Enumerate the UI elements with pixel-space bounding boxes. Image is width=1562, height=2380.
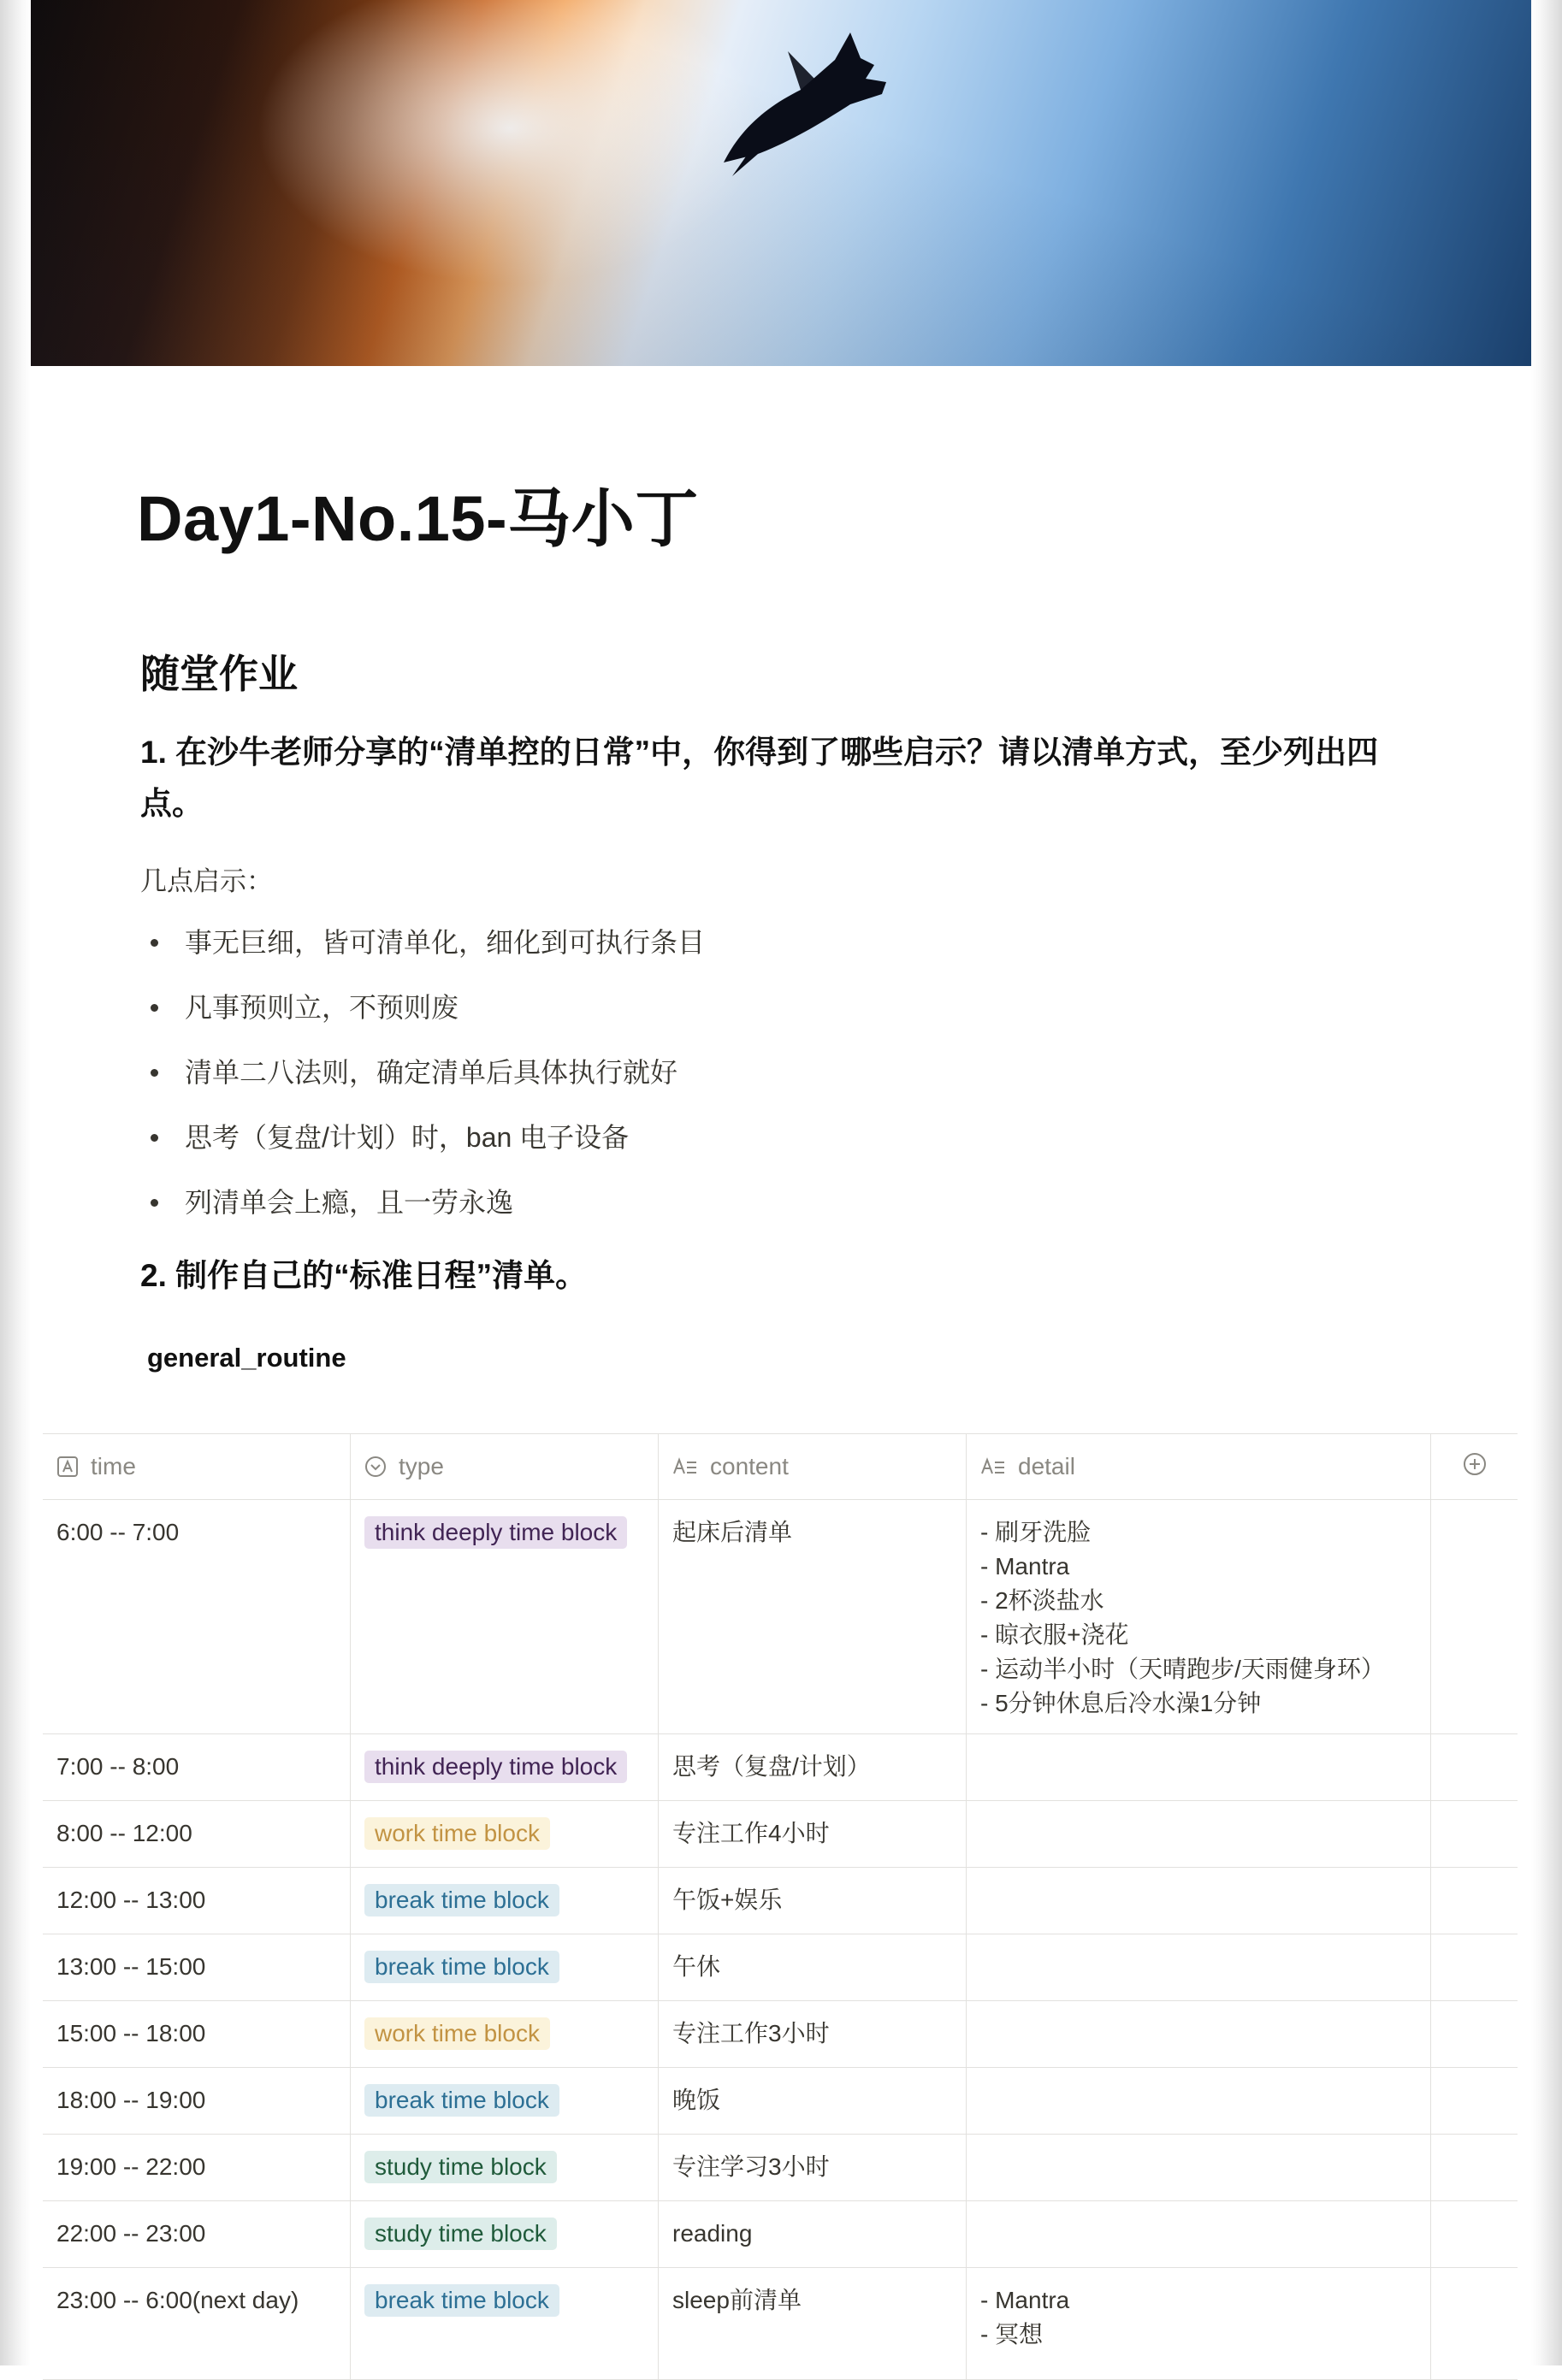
column-header-label: detail: [1018, 1453, 1075, 1479]
question-2-heading[interactable]: 2. 制作自己的“标准日程”清单。: [140, 1258, 588, 1293]
cell-content[interactable]: 晚饭: [659, 2068, 967, 2134]
type-tag: break time block: [364, 2284, 559, 2317]
page-cover-image[interactable]: [31, 0, 1531, 366]
column-header-time[interactable]: [43, 1434, 351, 1499]
cell-type[interactable]: [351, 1734, 659, 1800]
database-title[interactable]: general_routine: [147, 1343, 346, 1373]
cell-content[interactable]: 专注学习3小时: [659, 2135, 967, 2200]
cell-time[interactable]: 6:00 -- 7:00: [43, 1500, 351, 1733]
cell-type[interactable]: [351, 2001, 659, 2067]
table-row[interactable]: [43, 2201, 1518, 2268]
text-property-icon: [672, 1456, 698, 1478]
detail-line: - 运动半小时（天晴跑步/天雨健身环）: [980, 1656, 1385, 1682]
type-tag: work time block: [364, 1817, 550, 1850]
space-shuttle-icon: [707, 26, 912, 180]
detail-line: - Mantra: [980, 2287, 1070, 2313]
cell-content[interactable]: 思考（复盘/计划）: [659, 1734, 967, 1800]
text-property-icon: [980, 1456, 1006, 1478]
select-property-icon: [364, 1456, 387, 1478]
routine-table: [43, 1433, 1518, 2380]
cell-detail[interactable]: [967, 2201, 1431, 2267]
type-tag: study time block: [364, 2218, 557, 2250]
cell-time[interactable]: 7:00 -- 8:00: [43, 1734, 351, 1800]
cell-detail[interactable]: [967, 1934, 1431, 2000]
type-tag: break time block: [364, 1884, 559, 1916]
table-row[interactable]: [43, 2001, 1518, 2068]
table-row[interactable]: [43, 1734, 1518, 1801]
type-tag: break time block: [364, 1951, 559, 1983]
cell-detail[interactable]: [967, 1801, 1431, 1867]
type-tag: think deeply time block: [364, 1751, 627, 1783]
text-property-icon: [56, 1456, 79, 1478]
table-header-row: [43, 1434, 1518, 1500]
type-tag: work time block: [364, 2017, 550, 2050]
insights-list: [140, 920, 705, 1245]
table-row[interactable]: [43, 2068, 1518, 2135]
cell-content[interactable]: 午饭+娱乐: [659, 1868, 967, 1934]
list-item[interactable]: 清单二八法则，确定清单后具体执行就好: [140, 1050, 705, 1115]
column-header-type[interactable]: [351, 1434, 659, 1499]
cell-detail[interactable]: [967, 1734, 1431, 1800]
notion-page: [31, 0, 1531, 2365]
cell-time[interactable]: 13:00 -- 15:00: [43, 1934, 351, 2000]
column-header-label: time: [91, 1453, 136, 1479]
intro-text[interactable]: 几点启示：: [140, 866, 273, 896]
cell-type[interactable]: [351, 1934, 659, 2000]
detail-line: - 2杯淡盐水: [980, 1587, 1104, 1614]
cell-detail[interactable]: [967, 2135, 1431, 2200]
cell-time[interactable]: 23:00 -- 6:00(next day): [43, 2268, 351, 2379]
detail-line: - Mantra: [980, 1553, 1070, 1580]
detail-line: - 冥想: [980, 2321, 1044, 2348]
window-edge-right: [1531, 0, 1562, 2365]
table-row[interactable]: [43, 1868, 1518, 1934]
cell-content[interactable]: reading: [659, 2201, 967, 2267]
list-item[interactable]: 凡事预则立，不预则废: [140, 985, 705, 1050]
cell-time[interactable]: 22:00 -- 23:00: [43, 2201, 351, 2267]
cell-detail[interactable]: [967, 1868, 1431, 1934]
cell-time[interactable]: 19:00 -- 22:00: [43, 2135, 351, 2200]
table-row[interactable]: [43, 1801, 1518, 1868]
cell-detail[interactable]: [967, 1500, 1431, 1733]
add-column-button[interactable]: [1431, 1434, 1518, 1499]
cell-type[interactable]: [351, 2068, 659, 2134]
cell-time[interactable]: 8:00 -- 12:00: [43, 1801, 351, 1867]
list-item[interactable]: 思考（复盘/计划）时，ban 电子设备: [140, 1115, 705, 1180]
cell-detail[interactable]: [967, 2001, 1431, 2067]
type-tag: break time block: [364, 2084, 559, 2117]
cell-detail[interactable]: [967, 2068, 1431, 2134]
table-row[interactable]: [43, 1500, 1518, 1734]
cell-content[interactable]: 专注工作4小时: [659, 1801, 967, 1867]
table-row[interactable]: [43, 2135, 1518, 2201]
cell-type[interactable]: [351, 1868, 659, 1934]
table-row[interactable]: [43, 2268, 1518, 2380]
column-header-detail[interactable]: [967, 1434, 1431, 1499]
section-heading[interactable]: 随堂作业: [140, 652, 298, 696]
cell-type[interactable]: [351, 1500, 659, 1733]
list-item[interactable]: 事无巨细，皆可清单化，细化到可执行条目: [140, 920, 705, 985]
type-tag: study time block: [364, 2151, 557, 2183]
plus-circle-icon: [1463, 1452, 1487, 1482]
page-title[interactable]: Day1-No.15-马小丁: [137, 483, 699, 554]
detail-line: - 5分钟休息后冷水澡1分钟: [980, 1690, 1262, 1716]
cell-time[interactable]: 15:00 -- 18:00: [43, 2001, 351, 2067]
list-item[interactable]: 列清单会上瘾，且一劳永逸: [140, 1180, 705, 1245]
column-header-label: content: [710, 1453, 789, 1479]
cell-time[interactable]: 18:00 -- 19:00: [43, 2068, 351, 2134]
type-tag: think deeply time block: [364, 1516, 627, 1549]
detail-line: - 刷牙洗脸: [980, 1519, 1092, 1545]
column-header-label: type: [399, 1453, 444, 1479]
cell-type[interactable]: [351, 1801, 659, 1867]
cell-content[interactable]: 午休: [659, 1934, 967, 2000]
cell-content[interactable]: 专注工作3小时: [659, 2001, 967, 2067]
question-1-heading[interactable]: 1. 在沙牛老师分享的“清单控的日常”中，你得到了哪些启示？请以清单方式，至少列出四点。: [140, 735, 1379, 821]
cell-time[interactable]: 12:00 -- 13:00: [43, 1868, 351, 1934]
cell-content[interactable]: 起床后清单: [659, 1500, 967, 1733]
window-edge-left: [0, 0, 31, 2365]
table-row[interactable]: [43, 1934, 1518, 2001]
column-header-content[interactable]: [659, 1434, 967, 1499]
cell-type[interactable]: [351, 2201, 659, 2267]
cell-type[interactable]: [351, 2268, 659, 2379]
cell-content[interactable]: sleep前清单: [659, 2268, 967, 2379]
detail-line: - 晾衣服+浇花: [980, 1621, 1129, 1648]
cell-type[interactable]: [351, 2135, 659, 2200]
cell-detail[interactable]: [967, 2268, 1431, 2379]
